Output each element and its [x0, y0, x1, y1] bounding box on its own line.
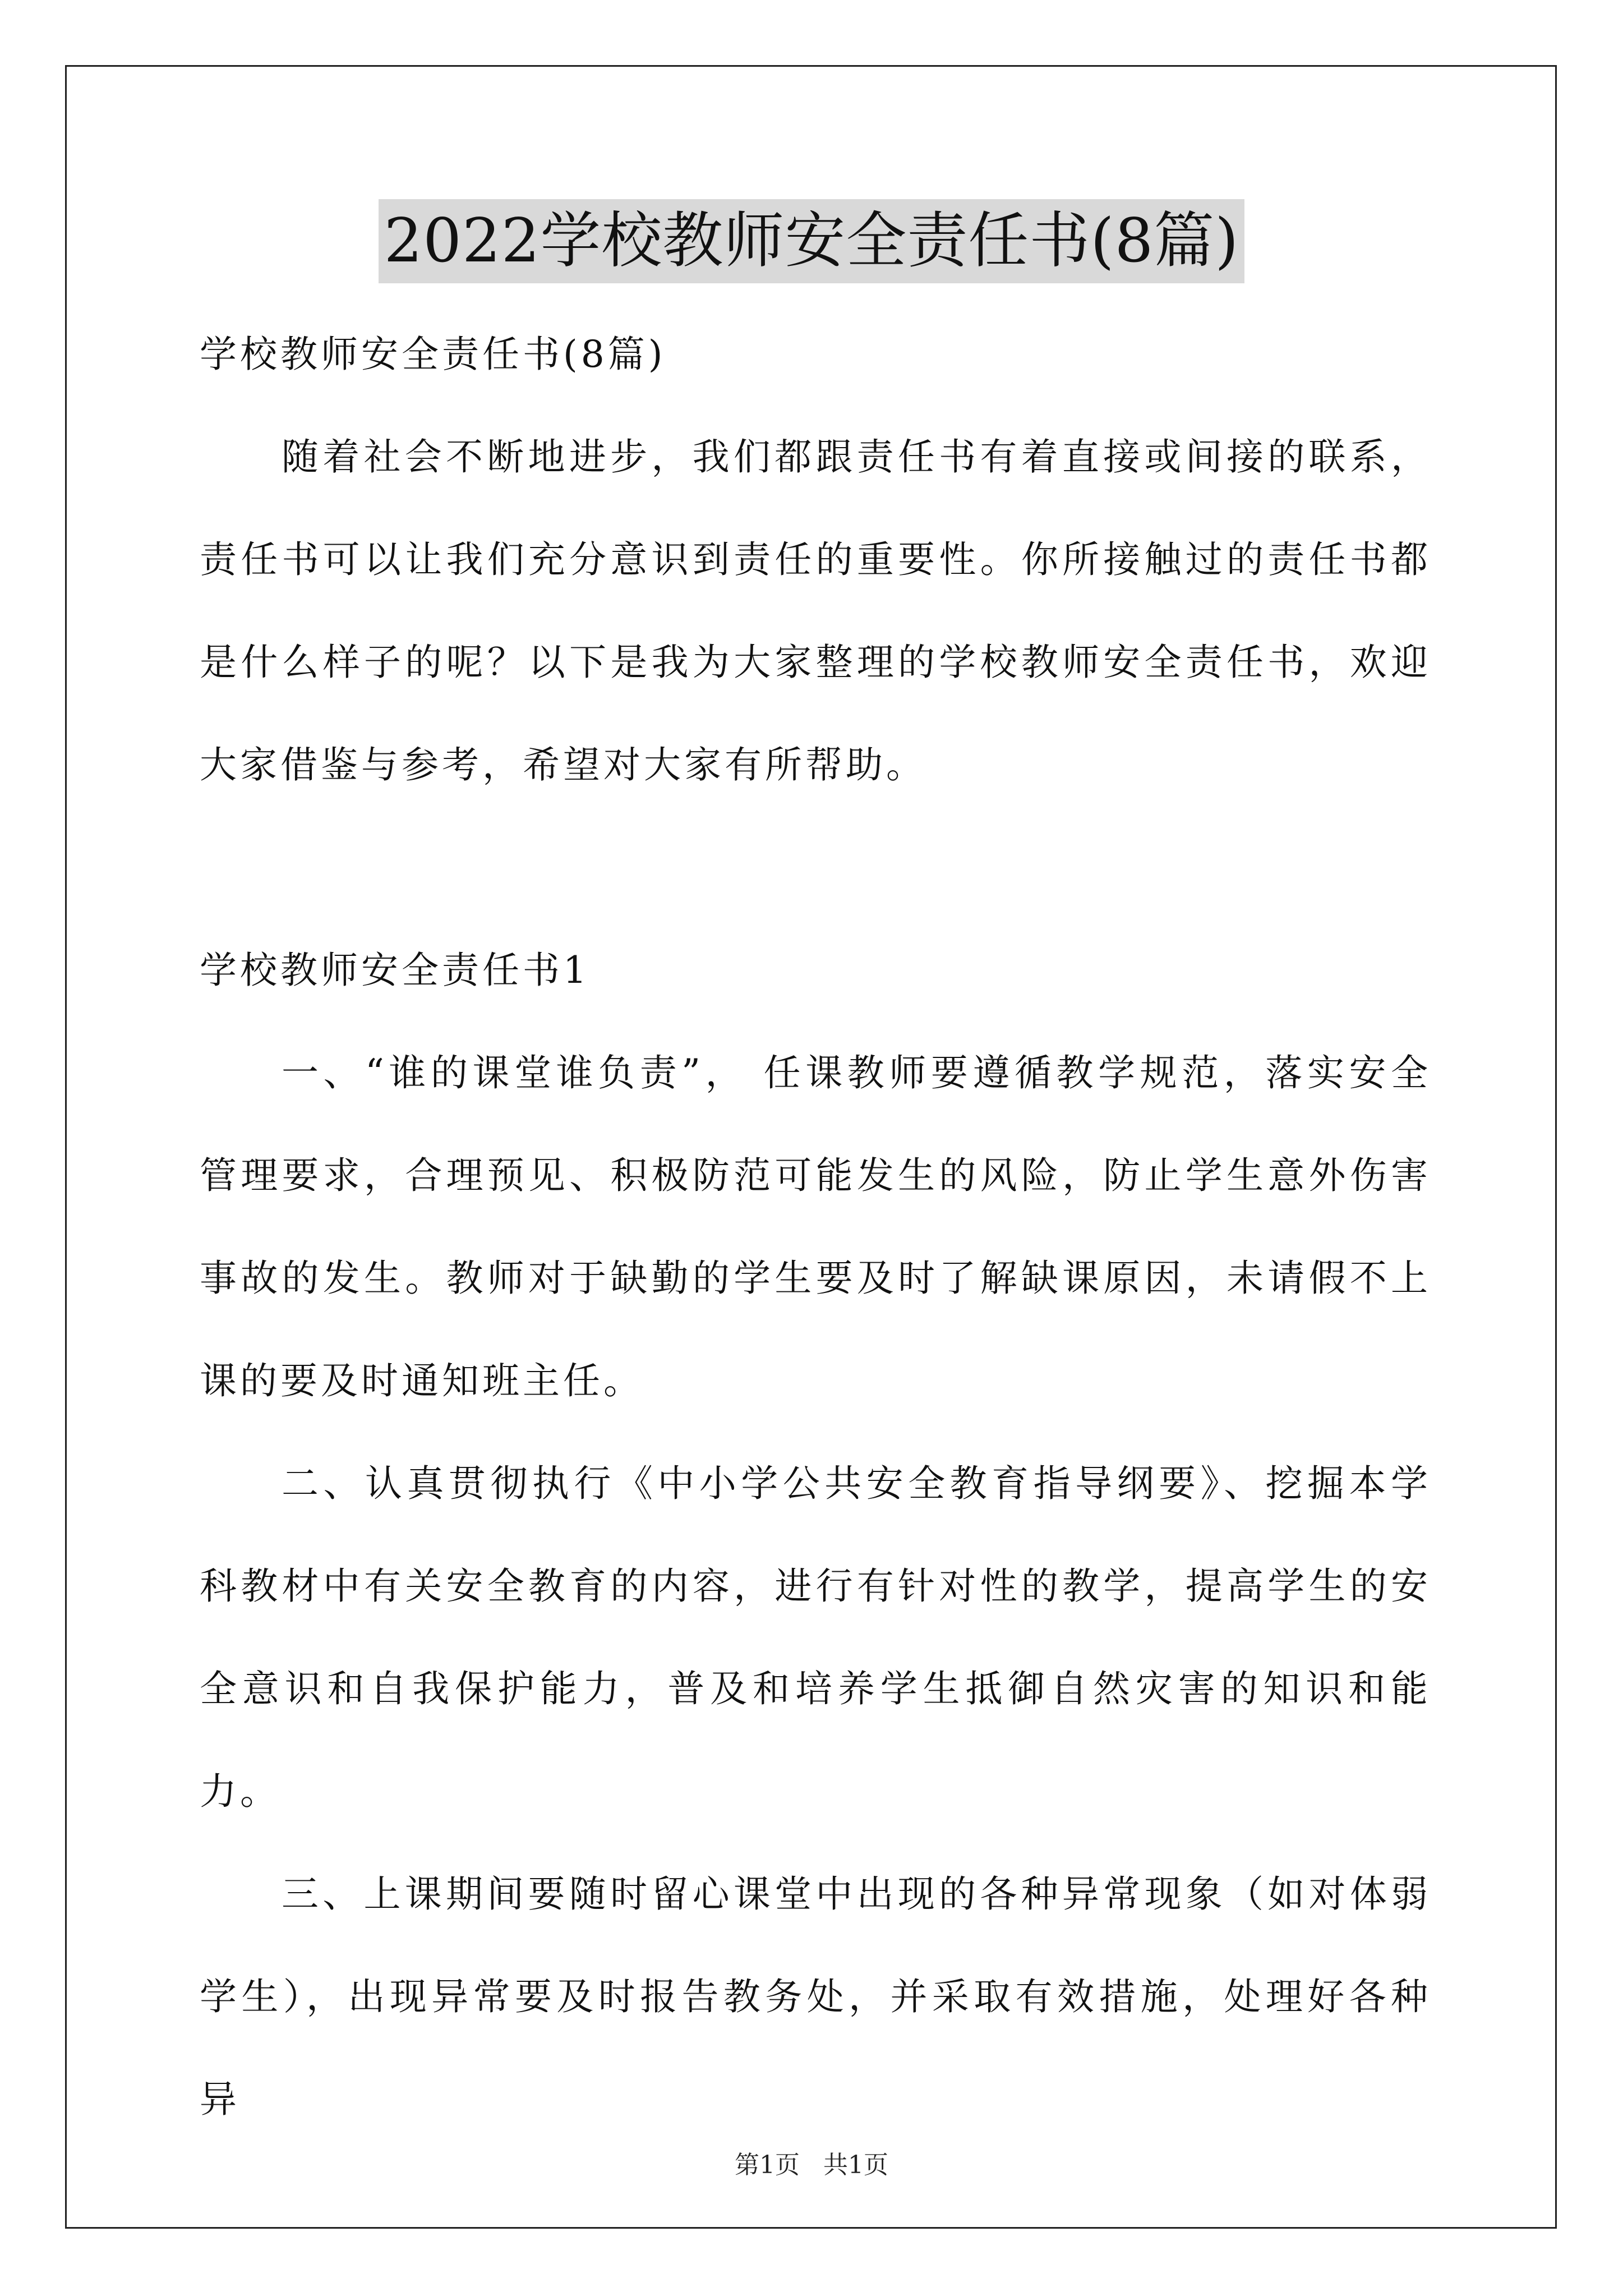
paragraph-gap — [200, 816, 1431, 919]
section-heading: 学校教师安全责任书1 — [200, 949, 590, 992]
intro-paragraph: 随着社会不断地进步，我们都跟责任书有着直接或间接的联系，责任书可以让我们充分意识到责任的重要性。你所接触过的责任书都是什么样子的呢？以下是我为大家整理的学校教师安全责任书，欢迎大家借鉴与参考，希望对大家有所帮助。 — [200, 435, 1431, 786]
document-title — [0, 199, 1623, 283]
body-paragraph-2: 二、认真贯彻执行《中小学公共安全教育指导纲要》、挖掘本学科教材中有关安全教育的内容，进行有针对性的教学，提高学生的安全意识和自我保护能力，普及和培养学生抵御自然灾害的知识和能力。 — [200, 1462, 1431, 1813]
body-paragraph-1: 一、“谁的课堂谁负责”， 任课教师要遵循教学规范，落实安全管理要求，合理预见、积极防范可能发生的风险，防止学生意外伤害事故的发生。教师对于缺勤的学生要及时了解缺课原因，未请假不上课的要及时通知班主任。 — [200, 1051, 1431, 1402]
document-body — [200, 303, 1431, 2151]
body-paragraph-3: 三、上课期间要随时留心课堂中出现的各种异常现象（如对体弱学生），出现异常要及时报告教务处，并采取有效措施，处理好各种异 — [200, 1872, 1431, 2121]
document-subtitle: 学校教师安全责任书(8篇) — [200, 333, 666, 376]
page-number-current: 第1页 — [735, 2151, 800, 2179]
page-number-total: 共1页 — [823, 2151, 888, 2179]
document-title-text: 2022学校教师安全责任书(8篇) — [379, 199, 1245, 283]
page-footer — [0, 2148, 1623, 2182]
